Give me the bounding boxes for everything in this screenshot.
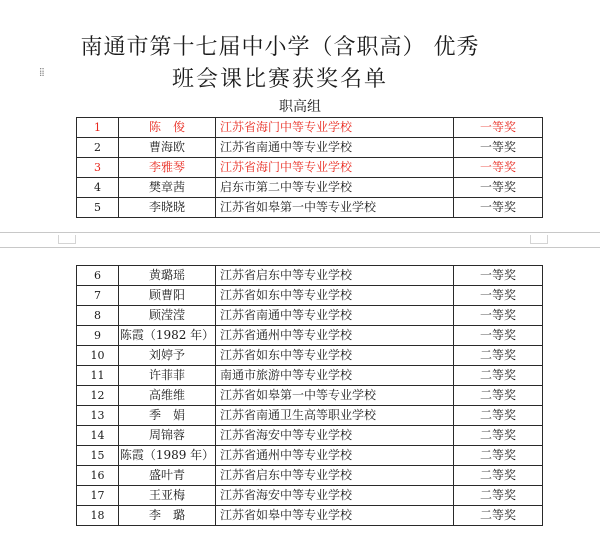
table-row <box>77 386 543 406</box>
winner-name: 陈霞（1989 年） <box>119 446 216 466</box>
winner-name: 曹海欧 <box>119 138 216 158</box>
winner-name: 顾滢滢 <box>119 306 216 326</box>
winner-name: 李 璐 <box>119 506 216 526</box>
table-row <box>77 286 543 306</box>
award-table-page2 <box>76 265 543 526</box>
row-number: 8 <box>77 306 119 326</box>
table-row <box>77 266 543 286</box>
winner-name: 李雅琴 <box>119 158 216 178</box>
table-row <box>77 158 543 178</box>
table-row <box>77 466 543 486</box>
award-level: 二等奖 <box>454 366 543 386</box>
school-name: 启东市第二中等专业学校 <box>216 178 454 198</box>
table-row <box>77 426 543 446</box>
winner-name: 季 娟 <box>119 406 216 426</box>
row-number: 18 <box>77 506 119 526</box>
school-name: 江苏省如皋中等专业学校 <box>216 506 454 526</box>
school-name: 江苏省通州中等专业学校 <box>216 446 454 466</box>
award-level: 一等奖 <box>454 178 543 198</box>
row-number: 4 <box>77 178 119 198</box>
table-row <box>77 178 543 198</box>
winner-name: 顾曹阳 <box>119 286 216 306</box>
school-name: 江苏省海门中等专业学校 <box>216 118 454 138</box>
row-number: 6 <box>77 266 119 286</box>
document-title-line2: 班会课比赛获奖名单 <box>171 67 388 92</box>
row-number: 10 <box>77 346 119 366</box>
award-level: 一等奖 <box>454 286 543 306</box>
award-level: 一等奖 <box>454 138 543 158</box>
row-number: 3 <box>77 158 119 178</box>
award-level: 二等奖 <box>454 466 543 486</box>
award-level: 一等奖 <box>454 158 543 178</box>
school-name: 江苏省海门中等专业学校 <box>216 158 454 178</box>
school-name: 江苏省启东中等专业学校 <box>216 466 454 486</box>
school-name: 江苏省如东中等专业学校 <box>216 346 454 366</box>
table-row <box>77 506 543 526</box>
award-level: 二等奖 <box>454 386 543 406</box>
award-level: 二等奖 <box>454 506 543 526</box>
school-name: 江苏省如皋第一中等专业学校 <box>216 386 454 406</box>
winner-name: 盛叶青 <box>119 466 216 486</box>
school-name: 江苏省南通中等专业学校 <box>216 138 454 158</box>
table-row <box>77 486 543 506</box>
row-number: 15 <box>77 446 119 466</box>
school-name: 江苏省海安中等专业学校 <box>216 486 454 506</box>
winner-name: 许菲菲 <box>119 366 216 386</box>
school-name: 江苏省如皋第一中等专业学校 <box>216 198 454 218</box>
winner-name: 陈霞（1982 年） <box>119 326 216 346</box>
table-row <box>77 118 543 138</box>
row-number: 14 <box>77 426 119 446</box>
row-number: 13 <box>77 406 119 426</box>
award-level: 二等奖 <box>454 486 543 506</box>
row-number: 9 <box>77 326 119 346</box>
row-number: 17 <box>77 486 119 506</box>
page-corner-mark <box>58 235 76 244</box>
row-number: 7 <box>77 286 119 306</box>
award-level: 二等奖 <box>454 426 543 446</box>
table-row <box>77 446 543 466</box>
winner-name: 高维维 <box>119 386 216 406</box>
award-level: 二等奖 <box>454 446 543 466</box>
school-name: 江苏省如东中等专业学校 <box>216 286 454 306</box>
winner-name: 李晓晓 <box>119 198 216 218</box>
award-level: 二等奖 <box>454 346 543 366</box>
table-row <box>77 306 543 326</box>
award-level: 一等奖 <box>454 326 543 346</box>
table-row <box>77 346 543 366</box>
school-name: 江苏省南通中等专业学校 <box>216 306 454 326</box>
table-row <box>77 326 543 346</box>
group-subtitle: 职高组 <box>279 99 321 115</box>
school-name: 南通市旅游中等专业学校 <box>216 366 454 386</box>
row-number: 16 <box>77 466 119 486</box>
award-level: 一等奖 <box>454 266 543 286</box>
row-number: 12 <box>77 386 119 406</box>
document-title-line1: 南通市第十七届中小学（含职高） 优秀 <box>80 35 480 60</box>
winner-name: 王亚梅 <box>119 486 216 506</box>
row-number: 1 <box>77 118 119 138</box>
award-level: 一等奖 <box>454 118 543 138</box>
award-level: 一等奖 <box>454 198 543 218</box>
table-row <box>77 366 543 386</box>
winner-name: 周锦蓉 <box>119 426 216 446</box>
school-name: 江苏省海安中等专业学校 <box>216 426 454 446</box>
row-number: 2 <box>77 138 119 158</box>
table-row <box>77 406 543 426</box>
award-level: 一等奖 <box>454 306 543 326</box>
winner-name: 刘婷予 <box>119 346 216 366</box>
row-number: 5 <box>77 198 119 218</box>
winner-name: 樊章茜 <box>119 178 216 198</box>
page-corner-mark <box>530 235 548 244</box>
page-break <box>0 232 600 248</box>
school-name: 江苏省通州中等专业学校 <box>216 326 454 346</box>
school-name: 江苏省南通卫生高等职业学校 <box>216 406 454 426</box>
award-table-page1 <box>76 117 543 218</box>
drag-handle-icon[interactable]: ⁞⁞ <box>39 65 44 79</box>
award-level: 二等奖 <box>454 406 543 426</box>
table-row <box>77 138 543 158</box>
row-number: 11 <box>77 366 119 386</box>
winner-name: 陈 俊 <box>119 118 216 138</box>
table-row <box>77 198 543 218</box>
school-name: 江苏省启东中等专业学校 <box>216 266 454 286</box>
winner-name: 黄璐瑶 <box>119 266 216 286</box>
